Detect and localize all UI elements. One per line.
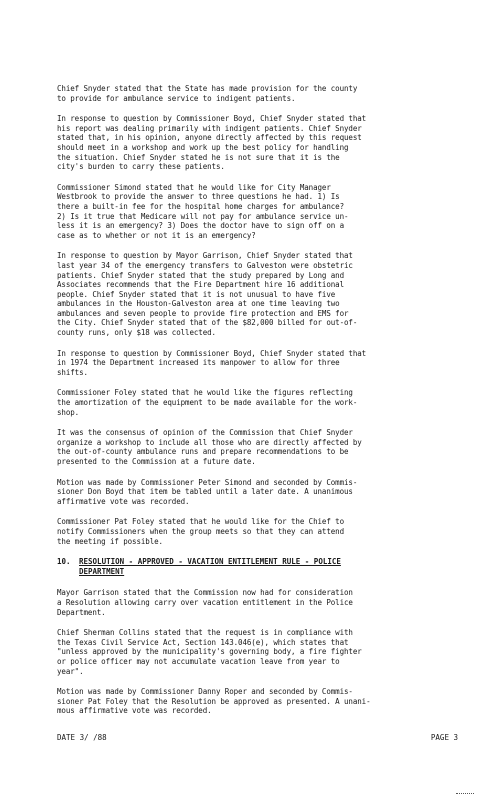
scan-edge-mark [456,793,474,800]
paragraph-5: In response to question by Commissioner Boyd, Chief Snyder stated that in 1974 the Department increased its manpower to allow for three shifts. [57,348,367,377]
paragraph-4: In response to question by Mayor Garrison, Chief Snyder stated that last year 34 of the emergency transfers to Galveston were obstetric patients. Chief Snyder stated that the study prepared by Long and Associates recommends that the Fire Department hire 16 additional people. Chief Snyder stated that it is not unusual to have five ambulances in the Houston-Galveston area at one time leaving two ambulances and seven people to provide fire protection and EMS for the City. Chief Snyder stated that of the $82,000 billed for out-of- county runs, only $18 was collected. [57,251,358,338]
footer-date: DATE 3/ /88 [57,733,107,742]
footer-page-number: PAGE 3 [430,733,458,742]
paragraph-6: Commissioner Foley stated that he would like the figures reflecting the amortization of the equipment to be made available for the work- shop. [57,388,358,417]
paragraph-7: It was the consensus of opinion of the Commission that Chief Snyder organize a workshop to include all those who are directly affected by the out-of-county ambulance runs and prepare recommendations to be presented to the Commission at a future date. [57,428,362,466]
section-heading [57,557,458,576]
paragraph-10: Mayor Garrison stated that the Commission now had for consideration a Resolution allowing carry over vacation entitlement in the Police Department. [57,588,353,617]
paragraph-2: In response to question by Commissioner Boyd, Chief Snyder stated that his report was dealing primarily with indigent patients. Chief Snyder stated that, in his opinion, anyone directly affected by this request should meet in a workshop and work up the best policy for handling the situation. Chief Snyder stated he is not sure that it is the city's burden to carry these patients. [57,114,367,172]
page-footer [57,733,458,742]
paragraph-11: Chief Sherman Collins stated that the request is in compliance with the Texas Civil Service Act, Section 143.046(e), which states that "unless approved by the municipality's governing body, a fire fighter or police officer may not accumulate vacation leave from year to year". [57,628,362,676]
paragraph-3: Commissioner Simond stated that he would like for City Manager Westbrook to provide the answer to three questions he had. 1) Is there a built-in fee for the hospital home charges for ambulance? 2) Is it true that Medicare will not pay for ambulance service un- less it is an emergency? 3) Does the doctor have to sign off on a case as to whether or not it is an emergency? [57,182,349,240]
paragraph-9: Commissioner Pat Foley stated that he would like for the Chief to notify Commissioners when the group meets so that they can attend the meeting if possible. [57,517,345,546]
paragraph-8: Motion was made by Commissioner Peter Simond and seconded by Commis- sioner Don Boyd that item be tabled until a later date. A unanimous affirmative vote was recorded. [57,477,358,506]
paragraph-12: Motion was made by Commissioner Danny Roper and seconded by Commis- sioner Pat Foley that the Resolution be approved as presented. A unani- mous affirmative vote was recorded. [57,687,371,716]
paragraph-1: Chief Snyder stated that the State has made provision for the county to provide for ambulance service to indigent patients. [57,84,358,103]
section-number: 10. [57,557,71,567]
section-title: RESOLUTION - APPROVED - VACATION ENTITLEMENT RULE - POLICE DEPARTMENT [79,557,341,576]
document-body [57,84,458,716]
